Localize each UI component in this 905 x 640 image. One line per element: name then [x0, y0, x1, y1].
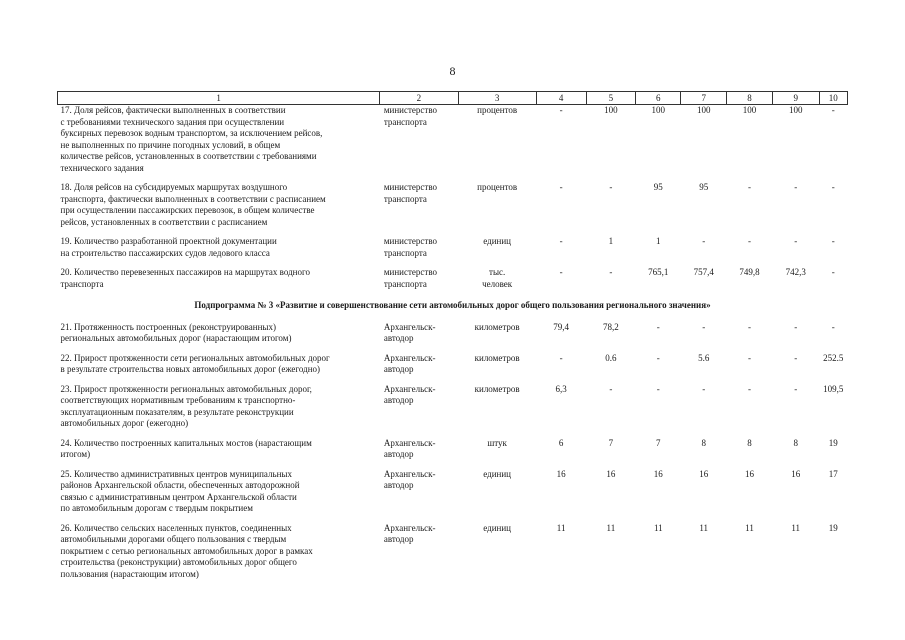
value-cell: 11	[791, 522, 801, 533]
organization-line: Архангельск-	[383, 437, 436, 448]
indicator-description	[58, 353, 380, 384]
value-cell: -	[559, 182, 563, 192]
value-cell: -	[656, 352, 660, 363]
table-row	[58, 182, 848, 236]
value-cell: -	[831, 267, 835, 277]
description-line: рейсов, установленных в соответствии с расписанием	[60, 216, 268, 227]
description-line: количестве рейсов, установленных в соответствии с требованиями	[60, 151, 317, 161]
column-number-2: 2	[380, 92, 458, 105]
value-cell: -	[794, 383, 798, 394]
table-row	[58, 322, 848, 353]
value-cell: 11	[653, 522, 663, 533]
description-line: 24. Количество построенных капитальных мостов (нарастающим	[60, 437, 312, 448]
unit-line: тыс.	[489, 267, 506, 277]
description-line: связью с административным центром Архангельской области	[60, 491, 297, 502]
value-cell: -	[559, 105, 563, 115]
value-cell: 11	[745, 522, 754, 533]
unit-of-measure	[458, 469, 536, 523]
value-cell: 6	[558, 437, 564, 448]
value-cell: 79,4	[553, 321, 569, 332]
organization-line: министерство	[383, 182, 438, 192]
value-cell: 100	[696, 105, 711, 115]
column-number-9: 9	[772, 92, 819, 105]
description-line: в результате строительства новых автомобильных дорог (ежегодно)	[60, 364, 321, 374]
description-line: технического задания	[60, 162, 144, 173]
organization-line: Архангельск-	[383, 352, 436, 363]
organization-line: транспорта	[383, 116, 427, 127]
description-line: соответствующих нормативным требованиям к транспортно-	[60, 395, 296, 405]
organization-line: Архангельск-	[383, 468, 436, 479]
unit-line: километров	[474, 352, 520, 363]
description-line: буксирных перевозок водным транспортом, за исключением рейсов,	[60, 128, 323, 138]
organization-line: автодор	[383, 333, 414, 343]
value-cell: 8	[701, 437, 706, 448]
description-line: региональных автомобильных дорог (нарастающим итогом)	[60, 333, 292, 343]
value-cell: 16	[653, 468, 663, 479]
organization-line: министерство	[383, 236, 438, 246]
value-cell: 6,3	[555, 383, 567, 394]
value-cell: -	[748, 182, 751, 192]
value-cell: -	[656, 383, 660, 394]
unit-of-measure	[458, 267, 536, 298]
description-line: покрытием с сетью региональных автомобильных дорог в рамках	[60, 545, 313, 556]
value-cell: 11	[606, 522, 616, 533]
value-cell: 742,3	[785, 267, 806, 277]
unit-of-measure	[458, 236, 536, 267]
organization-line: Архангельск-	[383, 522, 436, 533]
responsible-organization	[380, 384, 458, 438]
value-cell: -	[702, 321, 706, 332]
value-cell: -	[794, 352, 798, 363]
value-cell: 5.6	[698, 352, 710, 363]
organization-line: автодор	[383, 364, 414, 374]
description-line: районов Архангельской области, обеспеченных автодорожной	[60, 480, 300, 490]
value-cell: 100	[604, 105, 618, 115]
column-number-8: 8	[727, 92, 773, 105]
description-line: 18. Доля рейсов на субсидируемых маршрутах воздушного	[60, 182, 288, 192]
organization-line: транспорта	[383, 278, 427, 289]
indicator-description	[58, 236, 380, 267]
unit-line: единиц	[483, 236, 511, 246]
responsible-organization	[380, 267, 458, 298]
column-number-10: 10	[819, 92, 847, 105]
description-line: при осуществлении пассажирских перевозок, в общем количестве	[60, 205, 315, 215]
responsible-organization	[380, 353, 458, 384]
value-cell: -	[794, 321, 798, 332]
description-line: 17. Доля рейсов, фактически выполненных в соответствии	[60, 105, 286, 115]
value-cell: -	[831, 321, 835, 332]
value-cell: -	[748, 321, 751, 332]
table-row	[58, 523, 848, 589]
value-cell: 78,2	[603, 321, 619, 332]
organization-line: автодор	[383, 449, 414, 459]
indicators-table	[57, 91, 848, 588]
unit-line: единиц	[483, 468, 511, 479]
value-cell: -	[831, 182, 835, 192]
value-cell: 109,5	[823, 383, 844, 394]
description-line: строительства (реконструкции) автомобильных дорог общего	[60, 557, 297, 567]
description-line: 25. Количество административных центров муниципальных	[60, 468, 292, 479]
value-cell: 8	[793, 437, 798, 448]
value-cell: 749,8	[739, 267, 760, 277]
table-row	[58, 384, 848, 438]
organization-line: автодор	[383, 534, 414, 544]
value-cell: -	[831, 236, 835, 246]
subprogram-heading-row	[58, 298, 848, 322]
indicator-description	[58, 182, 380, 236]
responsible-organization	[380, 236, 458, 267]
value-cell: 0.6	[605, 352, 617, 363]
description-line: эксплуатационным показателям, в результате реконструкции	[60, 406, 294, 417]
value-cell: 100	[651, 105, 666, 115]
value-cell: 17	[828, 468, 838, 479]
responsible-organization	[380, 438, 458, 469]
description-line: 23. Прирост протяженности региональных автомобильных дорог,	[60, 383, 312, 394]
indicator-description	[58, 469, 380, 523]
description-line: не выполненных по причине погодных условий, в общем	[60, 139, 281, 150]
value-cell: 8	[747, 437, 752, 448]
unit-of-measure	[458, 353, 536, 384]
column-number-7: 7	[681, 92, 727, 105]
unit-line: штук	[487, 437, 507, 448]
page-number: 8	[449, 64, 456, 78]
description-line: пользования (нарастающим итогом)	[60, 568, 199, 579]
unit-line: процентов	[477, 105, 518, 115]
description-line: 22. Прирост протяженности сети региональных автомобильных дорог	[60, 352, 330, 363]
organization-line: Архангельск-	[383, 321, 436, 332]
organization-line: автодор	[383, 480, 414, 490]
unit-line: километров	[474, 383, 520, 394]
value-cell: 16	[556, 468, 566, 479]
indicator-description	[58, 267, 380, 298]
value-cell: 16	[699, 468, 709, 479]
column-number-1: 1	[58, 92, 380, 105]
indicator-description	[58, 322, 380, 353]
responsible-organization	[380, 322, 458, 353]
indicator-description	[58, 384, 380, 438]
value-cell: -	[794, 182, 798, 192]
value-cell: -	[702, 383, 706, 394]
value-cell: 11	[699, 522, 709, 533]
table-body	[58, 105, 848, 589]
unit-of-measure	[458, 322, 536, 353]
value-cell: 11	[556, 522, 566, 533]
table-row	[58, 438, 848, 469]
value-cell: 19	[828, 522, 838, 533]
value-cell: 252.5	[823, 352, 844, 363]
unit-line: километров	[474, 321, 520, 332]
description-line: 20. Количество перевезенных пассажиров на маршрутах водного	[60, 267, 310, 277]
value-cell: -	[559, 352, 563, 363]
value-cell: 757,4	[693, 267, 714, 277]
value-cell: 7	[608, 437, 614, 448]
organization-line: транспорта	[383, 193, 427, 204]
table-row	[58, 267, 848, 298]
value-cell: -	[559, 236, 563, 246]
value-cell: 7	[656, 437, 661, 448]
organization-line: транспорта	[383, 247, 427, 258]
header-row	[58, 92, 848, 105]
organization-line: автодор	[383, 395, 414, 405]
subprogram-heading: Подпрограмма № 3 «Развитие и совершенствование сети автомобильных дорог общего пользования регионального значения»	[194, 300, 711, 310]
column-number-6: 6	[636, 92, 681, 105]
indicator-description	[58, 105, 380, 183]
description-line: на строительство пассажирских судов ледового класса	[60, 247, 270, 258]
table-row	[58, 105, 848, 183]
value-cell: -	[748, 383, 751, 394]
column-number-5: 5	[586, 92, 636, 105]
description-line: автомобильными дорогами общего пользования с твердым	[60, 534, 287, 544]
description-line: 26. Количество сельских населенных пунктов, соединенных	[60, 522, 292, 533]
table-row	[58, 353, 848, 384]
value-cell: -	[748, 236, 751, 246]
indicator-description	[58, 438, 380, 469]
description-line: транспорта, фактически выполненных в соответствии с расписанием	[60, 193, 326, 204]
value-cell: 95	[699, 182, 709, 192]
organization-line: министерство	[383, 267, 438, 277]
value-cell: 1	[656, 236, 661, 246]
responsible-organization	[380, 105, 458, 183]
unit-line: человек	[482, 278, 513, 289]
value-cell: -	[609, 267, 613, 277]
responsible-organization	[380, 523, 458, 589]
description-line: итогом)	[60, 449, 91, 459]
value-cell: 16	[606, 468, 616, 479]
value-cell: 1	[608, 236, 614, 246]
value-cell: -	[609, 383, 613, 394]
unit-line: единиц	[483, 522, 511, 533]
column-number-4: 4	[536, 92, 586, 105]
value-cell: -	[831, 105, 835, 115]
value-cell: -	[702, 236, 706, 246]
responsible-organization	[380, 469, 458, 523]
value-cell: -	[609, 182, 613, 192]
indicator-description	[58, 523, 380, 589]
value-cell: -	[559, 267, 563, 277]
table-row	[58, 469, 848, 523]
value-cell: 100	[742, 105, 757, 115]
description-line: по автомобильным дорогам с твердым покрытием	[60, 503, 253, 513]
unit-line: процентов	[477, 182, 518, 192]
value-cell: 100	[788, 105, 803, 115]
value-cell: -	[656, 321, 660, 332]
description-line: транспорта	[60, 278, 104, 289]
organization-line: министерство	[383, 105, 438, 115]
table-header	[58, 92, 848, 105]
value-cell: 16	[791, 468, 801, 479]
table-row	[58, 236, 848, 267]
responsible-organization	[380, 182, 458, 236]
column-number-3: 3	[458, 92, 536, 105]
description-line: 21. Протяженность построенных (реконструированных)	[60, 321, 276, 332]
value-cell: 765,1	[648, 267, 669, 277]
unit-of-measure	[458, 182, 536, 236]
description-line: 19. Количество разработанной проектной документации	[60, 236, 277, 246]
unit-of-measure	[458, 384, 536, 438]
value-cell: -	[748, 352, 751, 363]
value-cell: -	[794, 236, 798, 246]
unit-of-measure	[458, 523, 536, 589]
value-cell: 95	[653, 182, 663, 192]
description-line: с требованиями технического задания при осуществлении	[60, 116, 285, 127]
unit-of-measure	[458, 438, 536, 469]
value-cell: 16	[745, 468, 754, 479]
description-line: автомобильных дорог (ежегодно)	[60, 418, 189, 428]
organization-line: Архангельск-	[383, 383, 436, 394]
unit-of-measure	[458, 105, 536, 183]
value-cell: 19	[828, 437, 838, 448]
